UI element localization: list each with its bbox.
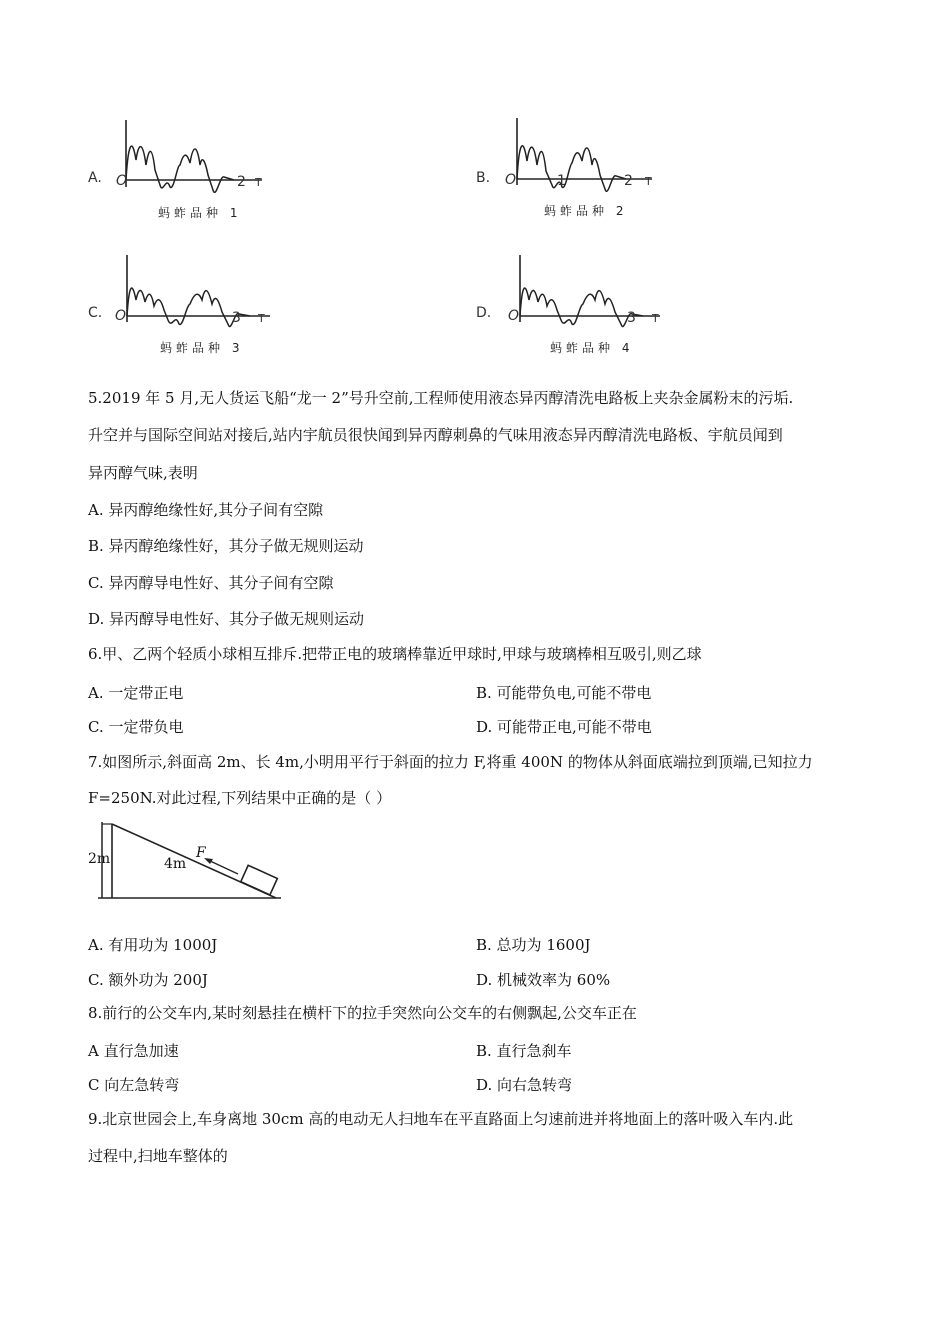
force-label: F [196, 845, 206, 861]
q5-option-a[interactable]: A. 异丙醇绝缘性好,其分子间有空隙 [88, 501, 324, 519]
q7-option-d[interactable]: D. 机械效率为 60% [476, 971, 611, 989]
q8-option-d[interactable]: D. 向右急转弯 [476, 1076, 573, 1094]
q6-option-a[interactable]: A. 一定带正电 [88, 684, 184, 702]
chart-caption: 蚂蚱品种 3 [160, 341, 244, 355]
q5-stem-line1: 5.2019 年 5 月,无人货运飞船“龙一 2”号升空前,工程师使用液态异丙醇清洗电路板上夹杂金属粉末的污垢. [88, 389, 794, 407]
incline-diagram [96, 818, 296, 908]
length-label: 4m [164, 856, 187, 872]
q7-option-b[interactable]: B. 总功为 1600J [476, 936, 591, 954]
option-letter: D. [476, 305, 492, 321]
q9-stem-line1: 9.北京世园会上,车身离地 30cm 高的电动无人扫地车在平直路面上匀速前进并将地面上的落叶吸入车内.此 [88, 1110, 794, 1128]
option-letter: B. [476, 170, 491, 186]
chart-caption: 蚂蚱品种 2 [544, 204, 628, 218]
q8-option-a[interactable]: A 直行急加速 [88, 1042, 179, 1060]
q5-option-c[interactable]: C. 异丙醇导电性好、其分子间有空隙 [88, 574, 334, 592]
q6-option-d[interactable]: D. 可能带正电,可能不带电 [476, 718, 652, 736]
chart-caption: 蚂蚱品种 4 [550, 341, 634, 355]
q5-stem-line3: 异丙醇气味,表明 [88, 464, 198, 482]
q8-option-b[interactable]: B. 直行急刹车 [476, 1042, 572, 1060]
q7-option-a[interactable]: A. 有用功为 1000J [88, 936, 218, 954]
q9-stem-line2: 过程中,扫地车整体的 [88, 1147, 228, 1165]
q5-option-b[interactable]: B. 异丙醇绝缘性好，其分子做无规则运动 [88, 537, 364, 555]
q7-option-c[interactable]: C. 额外功为 200J [88, 971, 208, 989]
chart-caption: 蚂蚱品种 1 [158, 206, 242, 220]
q8-option-c[interactable]: C 向左急转弯 [88, 1076, 180, 1094]
q8-stem: 8.前行的公交车内,某时刻悬挂在横杆下的拉手突然向公交车的右侧飘起,公交车正在 [88, 1004, 637, 1022]
option-letter: A. [88, 170, 102, 186]
q5-stem-line2: 升空并与国际空间站对接后,站内宇航员很快闻到异丙醇刺鼻的气味用液态异丙醇清洗电路板、宇航员闻到 [88, 426, 783, 444]
option-letter: C. [88, 305, 103, 321]
q7-stem-line1: 7.如图所示,斜面高 2m、长 4m,小明用平行于斜面的拉力 F,将重 400N 的物体从斜面底端拉到顶端,已知拉力 [88, 753, 813, 771]
q6-option-c[interactable]: C. 一定带负电 [88, 718, 184, 736]
q6-option-b[interactable]: B. 可能带负电,可能不带电 [476, 684, 652, 702]
q5-option-d[interactable]: D. 异丙醇导电性好、其分子做无规则运动 [88, 610, 365, 628]
q7-stem-line2: F=250N.对此过程,下列结果中正确的是（ ） [88, 789, 392, 807]
q6-stem: 6.甲、乙两个轻质小球相互排斥.把带正电的玻璃棒靠近甲球时,甲球与玻璃棒相互吸引,则乙球 [88, 645, 702, 663]
height-label: 2m [88, 851, 111, 867]
